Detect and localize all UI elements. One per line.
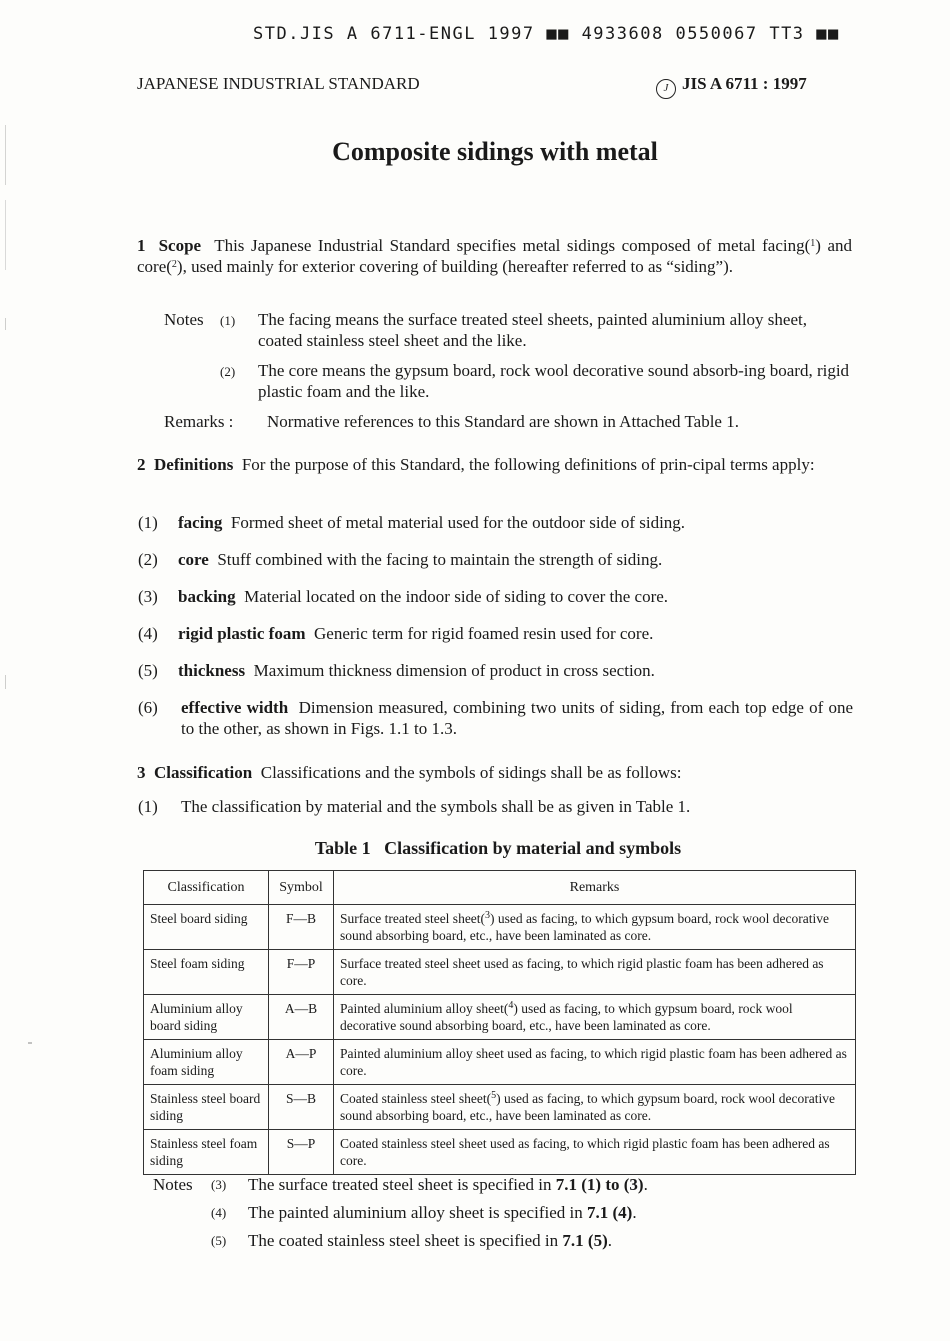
classification-intro: Classifications and the symbols of sidings shall be as follows: [260,763,682,782]
footnote-body: The surface treated steel sheet is specified in [248,1175,556,1194]
classification-cell: Stainless steel foam siding [144,1130,269,1175]
definition-number: (5) [138,661,158,680]
definition-number: (3) [138,587,158,606]
remarks-text: Normative references to this Standard are shown in Attached Table 1. [267,412,739,431]
definition-text: Formed sheet of metal material used for the outdoor side of siding. [230,513,686,532]
remarks-cell [334,905,856,950]
footnote-text [248,1203,637,1223]
section-definitions [137,454,852,475]
remarks-cell [334,1040,856,1085]
table-row [144,950,856,995]
definition-text: Generic term for rigid foamed resin used for core. [314,624,654,643]
table-header-cell: Classification [144,871,269,905]
classification-cell: Steel foam siding [144,950,269,995]
remarks-text: ) used as facing, to which gypsum board, rock wool decorative sound absorbing board, etc., have been laminated as core. [340,1001,793,1033]
definition-term: thickness [178,661,246,680]
scan-margin-mark [5,318,6,330]
table-row [144,1085,856,1130]
remarks-cell [334,1130,856,1175]
scope-text-c: ), used mainly for exterior covering of building (hereafter referred to as “siding”). [176,257,733,276]
note-text: The core means the gypsum board, rock wool decorative sound absorb-ing board, rigid plastic foam and the like. [258,361,850,401]
footnote-ref: 4 [508,1000,514,1011]
definition-term: core [178,550,209,569]
notes-label: Notes [164,310,204,329]
jis-mark-icon: J [656,79,676,99]
section-classification [137,762,852,783]
footnote-ref: 2 [171,259,177,270]
table-row [144,905,856,950]
classification-item-number: (1) [138,797,158,816]
remarks-text: Surface treated steel sheet used as facing, to which rigid plastic foam has been adhered as core. [340,956,824,988]
scan-margin-mark [5,200,6,270]
footnote-text [248,1175,648,1195]
footnote-end: . [643,1175,648,1194]
definition-text: Stuff combined with the facing to maintain the strength of siding. [217,550,663,569]
table-caption: Table 1 Classification by material and symbols [314,838,682,858]
table-row [144,1130,856,1175]
page-title: Composite sidings with metal [332,137,658,166]
section-scope [137,235,852,277]
scan-margin-mark [5,675,6,689]
footnote-body: The painted aluminium alloy sheet is specified in [248,1203,587,1222]
footnote-number: (3) [211,1177,227,1192]
definition-term: effective width [181,698,289,717]
definition-item [181,697,853,739]
definition-text: Maximum thickness dimension of product in cross section. [253,661,655,680]
scan-margin-mark [5,125,6,185]
remarks-text: ) used as facing, to which gypsum board, rock wool decorative sound absorbing board, etc., have been laminated as core. [340,911,829,943]
remarks-text: Painted aluminium alloy sheet used as facing, to which rigid plastic foam has been adhered as core. [340,1046,847,1078]
section-heading: Definitions [154,455,234,474]
section-number: 2 [137,455,146,474]
definition-number: (2) [138,550,158,569]
definition-text: Material located on the indoor side of siding to cover the core. [244,587,669,606]
symbol-cell: A—P [269,1040,334,1085]
table-header-row [144,871,856,905]
classification-table [143,870,856,1175]
remarks-text: Painted aluminium alloy sheet( [340,1001,509,1016]
footnote-ref: 3 [485,910,491,921]
standard-number: JIS A 6711 : 1997 [682,74,807,93]
footnote-clause-ref: 7.1 (5) [562,1231,608,1250]
scope-text-a: This Japanese Industrial Standard specifies metal sidings composed of metal facing( [214,236,811,255]
footnote-ref: 1 [810,238,816,249]
definition-number: (6) [138,698,158,717]
classification-cell: Steel board siding [144,905,269,950]
symbol-cell: A—B [269,995,334,1040]
footnote-number: (4) [211,1205,227,1220]
document-stamp: STD.JIS A 6711-ENGL 1997 ■■ 4933608 0550067 TT3 ■■ [253,24,840,44]
symbol-cell: F—P [269,950,334,995]
footnote-text [248,1231,612,1251]
definition-term: rigid plastic foam [178,624,306,643]
classification-cell: Stainless steel board siding [144,1085,269,1130]
symbol-cell: S—B [269,1085,334,1130]
footnote-end: . [607,1231,612,1250]
remarks-text: ) used as facing, to which gypsum board, rock wool decorative sound absorbing board, etc., have been laminated as core. [340,1091,835,1123]
table-header-cell: Remarks [334,871,856,905]
definition-item [178,623,853,644]
standard-header-left: JAPANESE INDUSTRIAL STANDARD [137,74,420,93]
definition-term: facing [178,513,223,532]
classification-item-text: The classification by material and the symbols shall be as given in Table 1. [181,797,691,816]
symbol-cell: F—B [269,905,334,950]
standard-header-right [656,74,807,99]
definitions-intro: For the purpose of this Standard, the following definitions of prin-cipal terms apply: [241,455,815,474]
remarks-label: Remarks : [164,412,234,431]
remarks-cell [334,1085,856,1130]
footnote-number: (5) [211,1233,227,1248]
remarks-cell [334,995,856,1040]
classification-cell: Aluminium alloy board siding [144,995,269,1040]
footnotes-label: Notes [153,1175,193,1194]
definition-item [178,660,853,681]
definition-item [178,512,853,533]
section-number: 1 [137,236,146,255]
definition-text: Dimension measured, combining two units of siding, from each top edge of one to the other, as shown in Figs. 1.1 to 1.3. [181,698,854,738]
remarks-text: Coated stainless steel sheet( [340,1091,492,1106]
remarks-cell [334,950,856,995]
footnote-end: . [632,1203,637,1222]
note-text: The facing means the surface treated steel sheets, painted aluminium alloy sheet, coated stainless steel sheet and the like. [258,310,807,350]
note-number: (1) [220,313,236,328]
section-number: 3 [137,763,146,782]
definition-number: (1) [138,513,158,532]
scope-text-b: ) and core( [137,236,853,276]
definition-item [178,586,853,607]
footnote-ref: 5 [491,1090,497,1101]
section-heading: Classification [154,763,253,782]
definition-number: (4) [138,624,158,643]
symbol-cell: S—P [269,1130,334,1175]
footnote-clause-ref: 7.1 (4) [586,1203,633,1222]
section-heading: Scope [158,236,202,255]
scan-margin-mark [28,1042,32,1044]
footnote-body: The coated stainless steel sheet is specified in [248,1231,563,1250]
remarks-text: Coated stainless steel sheet used as facing, to which rigid plastic foam has been adhered as core. [340,1136,830,1168]
table-row [144,1040,856,1085]
remarks-text: Surface treated steel sheet( [340,911,486,926]
note-number: (2) [220,364,236,379]
table-row [144,995,856,1040]
definition-item [178,549,853,570]
classification-cell: Aluminium alloy foam siding [144,1040,269,1085]
definition-term: backing [178,587,236,606]
table-header-cell: Symbol [269,871,334,905]
footnote-clause-ref: 7.1 (1) to (3) [555,1175,644,1194]
